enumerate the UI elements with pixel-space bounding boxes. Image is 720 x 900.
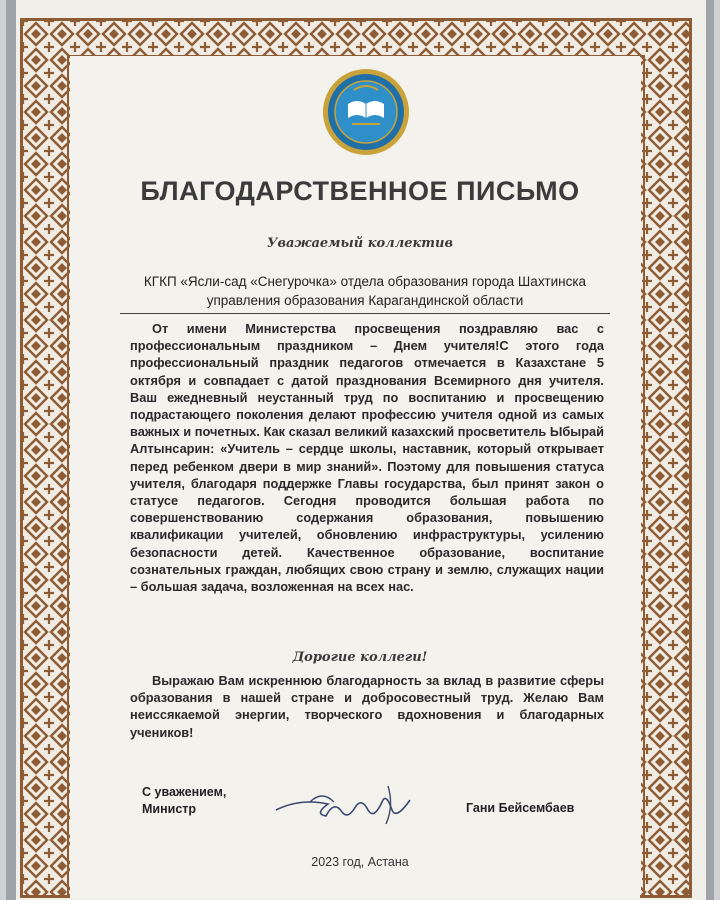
document-title: БЛАГОДАРСТВЕННОЕ ПИСЬМО bbox=[140, 176, 580, 206]
ministry-emblem-icon bbox=[322, 68, 410, 156]
regards-text: С уважением, bbox=[142, 785, 227, 799]
recipient-underline bbox=[120, 313, 610, 314]
signature-block bbox=[142, 784, 226, 818]
salutation: Уважаемый коллектив bbox=[266, 236, 454, 251]
letter-body: От имени Министерства просвещения поздравляю вас с профессиональным праздником – Днем учителя!С этого года профессиональный праздник педагогов отмечается в Казахстане 5 октября и совпадает с датой празднования Всемирного дня учителя. Ваш ежедневный неустанный труд по воспитанию и просвещению подрастающего поколения делают профессию учителя одной из самых важных и почетных. Как сказал великий казахский просветитель Ыбырай Алтынсарин: «Учитель – сердце школы, наставник, который открывает перед ребенком двери в мир знаний». Поэтому для повышения статуса учителя, благодаря поддержке Главы государства, был принят закон о статусе педагогов. Сегодня проводится большая работа по совершенствованию содержания образования, повышению квалификации учителей, обновлению инфраструктуры, усилению безопасности детей. Качественное образование, воспитание сознательных граждан, любящих свою страну и землю, служащих нации – большая задача, возложенная на всех нас. bbox=[130, 321, 604, 595]
recipient-block bbox=[120, 272, 610, 310]
letter-closing: Выражаю Вам искреннюю благодарность за вклад в развитие сферы образования в нашей стране и добросовестный труд. Желаю Вам неиссякаемой энергии, творческого вдохновения и благодарных учеников! bbox=[130, 673, 604, 740]
date-place: 2023 год, Астана bbox=[311, 855, 409, 869]
signer-name: Гани Бейсембаев bbox=[466, 801, 575, 815]
recipient-name: КГКП «Ясли-сад «Снегурочка» отдела образования города Шахтинска управления образования Карагандинской области bbox=[143, 274, 587, 308]
signer-position: Министр bbox=[142, 802, 197, 816]
salutation-colleagues: Дорогие коллеги! bbox=[292, 650, 428, 665]
handwritten-signature-icon bbox=[270, 780, 430, 828]
